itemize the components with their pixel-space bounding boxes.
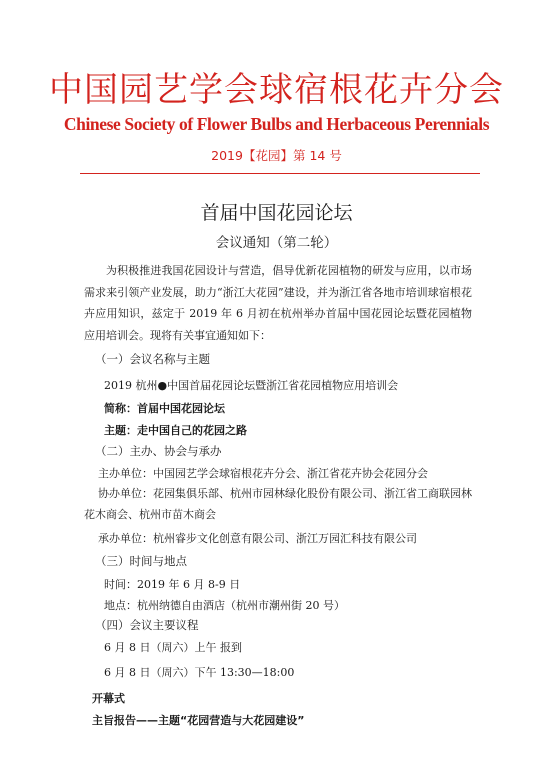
section-heading-4: （四）会议主要议程 [95, 618, 199, 632]
organization-name-en: Chinese Society of Flower Bulbs and Herbaceous Perennials [63, 114, 490, 134]
organizer: 承办单位：杭州睿步文化创意有限公司、浙江万园汇科技有限公司 [98, 532, 417, 545]
header-divider [80, 173, 480, 174]
section-heading-2: （二）主办、协会与承办 [95, 444, 222, 458]
agenda-item-afternoon: 6 月 8 日（周六）下午 13:30—18:00 [104, 666, 295, 679]
agenda-keynote: 主旨报告——主题“花园营造与大花园建设” [92, 714, 305, 727]
meeting-theme: 主题：走中国自己的花园之路 [104, 424, 247, 437]
meeting-short-name: 简称：首届中国花园论坛 [104, 402, 225, 415]
co-host-organizations: 协办单位：花园集俱乐部、杭州市园林绿化股份有限公司、浙江省工商联园林花木商会、杭州市苗木商会 [84, 487, 472, 521]
meeting-place: 地点：杭州纳德自由酒店（杭州市潮州街 20 号） [104, 599, 345, 612]
section-heading-3: （三）时间与地点 [95, 554, 187, 568]
document-subtitle: 会议通知（第二轮） [215, 235, 338, 251]
document-number: 2019【花园】第 14 号 [211, 148, 342, 163]
agenda-opening: 开幕式 [92, 692, 125, 705]
meeting-time: 时间：2019 年 6 月 8-9 日 [104, 578, 241, 591]
section-heading-1: （一）会议名称与主题 [95, 352, 210, 366]
document-title: 首届中国花园论坛 [200, 202, 353, 224]
host-organization: 主办单位：中国园艺学会球宿根花卉分会、浙江省花卉协会花园分会 [98, 467, 428, 480]
intro-paragraph: 为积极推进我国花园设计与营造，倡导优新花园植物的研发与应用，以市场需求来引领产业发展，助力“浙江大花园”建设，并为浙江省各地市培训球宿根花卉应用知识，兹定于 2019 年 6 月初在杭州举办首届中国花园论坛暨花园植物应用培训会。现将有关事宜通知如下： [84, 264, 472, 342]
agenda-item-checkin: 6 月 8 日（周六）上午 报到 [104, 641, 242, 654]
meeting-full-name: 2019 杭州●中国首届花园论坛暨浙江省花园植物应用培训会 [104, 379, 399, 392]
organization-name-cn: 中国园艺学会球宿根花卉分会 [49, 70, 504, 110]
